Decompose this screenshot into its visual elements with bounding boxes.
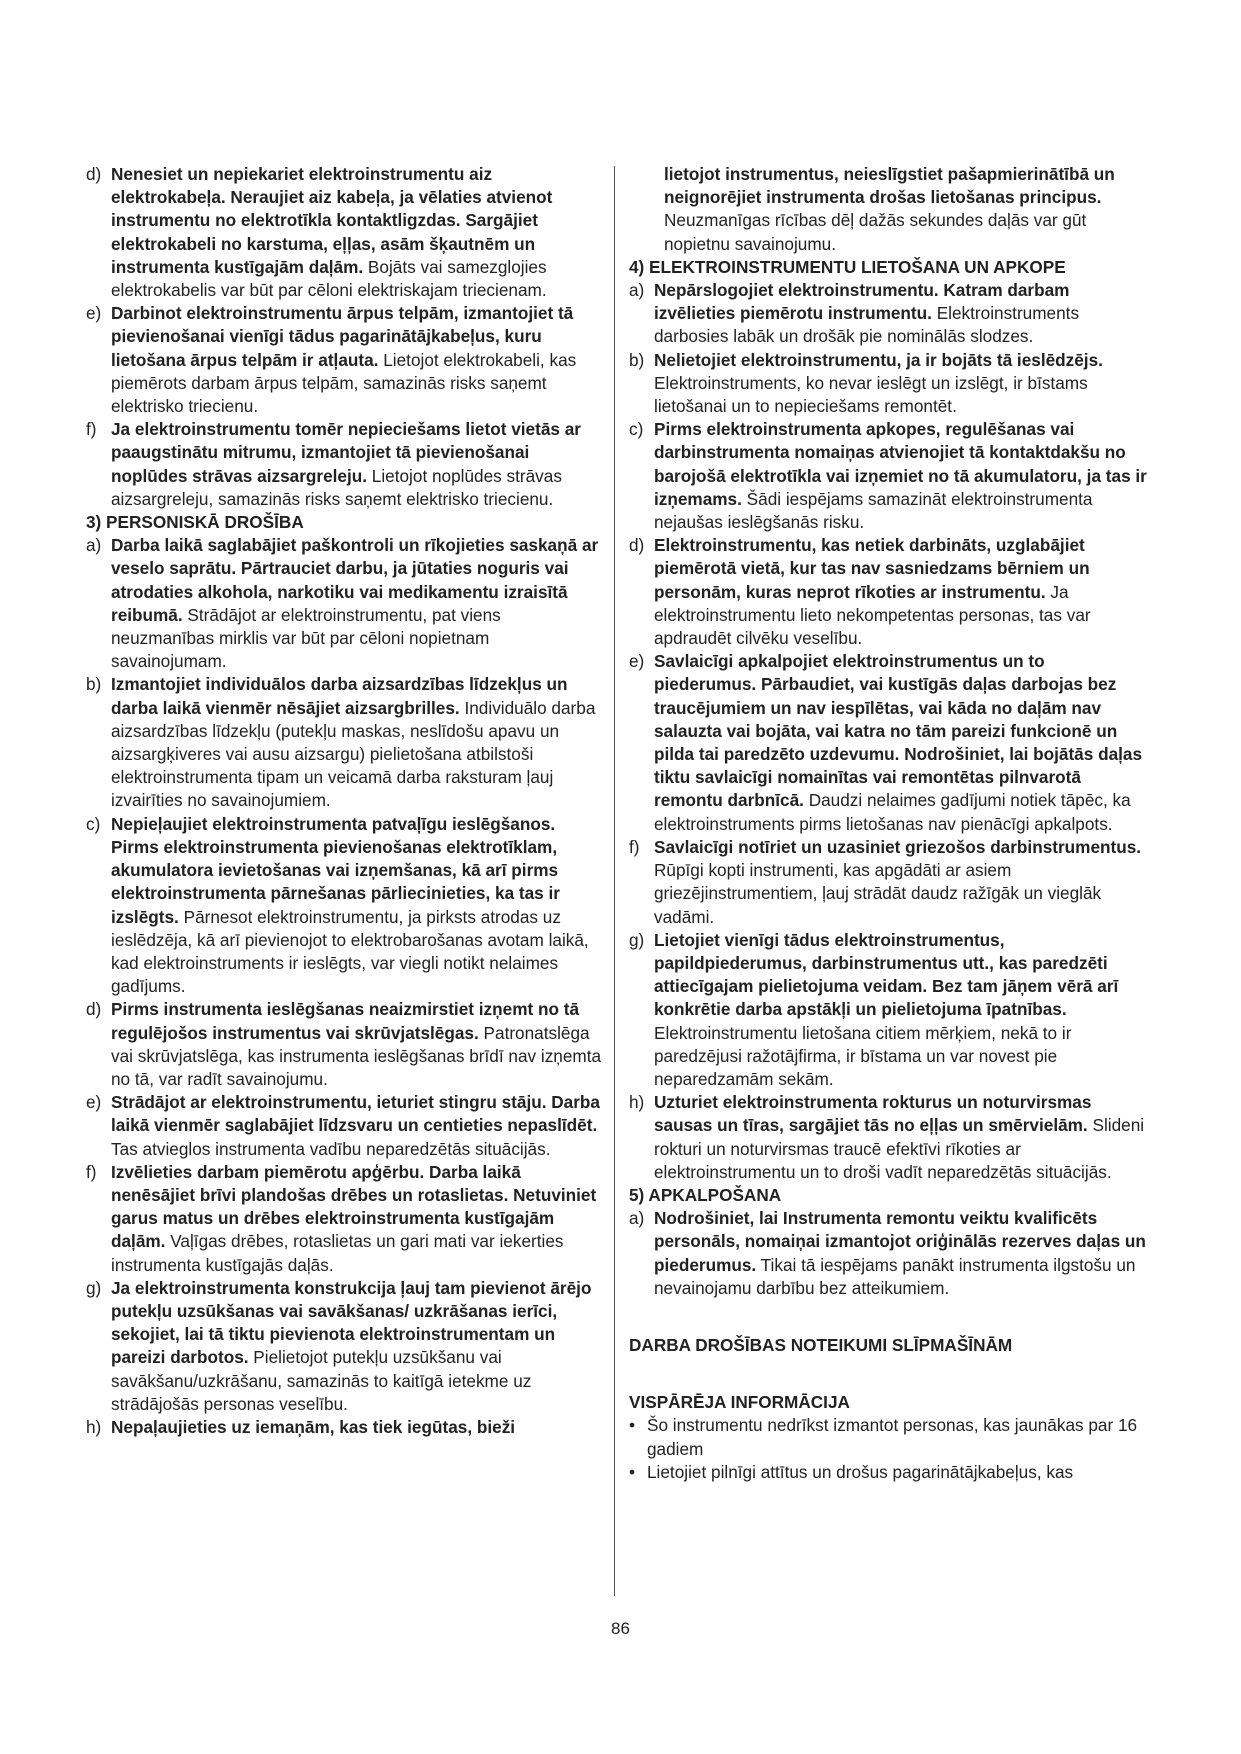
list-item: a) Darba laikā saglabājiet paškontroli un rīkojieties saskaņā ar veselo saprātu. Pārtrauciet darbu, ja jūtaties noguris vai atrodaties alkohola, narkotiku vai medikamentu izraisītā reibumā. Strādājot ar elektroinstrumentu, pat viens neuzmanības mirklis var būt par cēloni nopietnam savainojumam. [86, 535, 599, 672]
list-item: f) Savlaicīgi notīriet un uzasiniet griezošos darbinstrumentus. Rūpīgi kopti instrumenti, kas apgādāti ar asiem griezējinstrumentiem, ļauj strādāt daudz ražīgāk un vieglāk vadāmi. [629, 836, 1142, 927]
general-info-heading: VISPĀRĒJA INFORMĀCIJA [629, 1392, 850, 1413]
right-column [629, 163, 1147, 1484]
bullet-item: • Šo instrumentu nedrīkst izmantot personas, kas jaunākas par 16 gadiem [629, 1414, 1147, 1460]
list-item: lietojot instrumentus, neieslīgstiet pašapmierinātībā un neignorējiet instrumenta drošas lietošanas principus. Neuzmanīgas rīcības dēļ dažās sekundes daļās var gūt nopietnu savainojumu. [664, 164, 1115, 254]
list-item: e) Strādājot ar elektroinstrumentu, ieturiet stingru stāju. Darba laikā vienmēr saglabājiet līdzsvaru un centieties nepaslīdēt. Tas atvieglos instrumenta vadību neparedzētās situācijās. [86, 1092, 600, 1159]
list-item: f) Izvēlieties darbam piemērotu apģērbu. Darba laikā nenēsājiet brīvi plandošas drēbes un rotaslietas. Netuviniet garus matus un drēbes elektroinstrumenta kustīgajām daļām. Vaļīgas drēbes, rotaslietas un gari mati var iekerties instrumenta kustīgajās daļās. [86, 1161, 597, 1275]
bullet-icon: • [629, 1461, 636, 1482]
list-item: h) Nepaļaujieties uz iemaņām, kas tiek iegūtas, bieži [86, 1416, 516, 1437]
list-item: e) Darbinot elektroinstrumentu ārpus telpām, izmantojiet tā pievienošanai vienīgi tādus pagarinātājkabeļus, kuru lietošana ārpus telpām ir atļauta. Lietojot elektrokabeli, kas piemērots darbam ārpus telpām, samazinās risks saņemt elektrisko triecienu. [86, 303, 577, 417]
safety-rules-heading: DARBA DROŠĪBAS NOTEIKUMI SLĪPMAŠĪNĀM [629, 1334, 1013, 1355]
section-heading: 3) PERSONISKĀ DROŠĪBA [86, 512, 304, 533]
list-item: b) Nelietojiet elektroinstrumentu, ja ir bojāts tā ieslēdzējs. Elektroinstruments, ko nevar ieslēgt un izslēgt, ir bīstams lietošanai un to nepieciešams remontēt. [629, 349, 1103, 417]
list-item: c) Pirms elektroinstrumenta apkopes, regulēšanas vai darbinstrumenta nomaiņas atvienojiet tā kontaktdakšu no barojošā elektrotīkla vai izņemiet no tā akumulatoru, ja tas ir izņemams. Šādi iespējams samazināt elektroinstrumenta nejaušas ieslēgšanās risku. [629, 419, 1147, 533]
list-item: d) Pirms instrumenta ieslēgšanas neaizmirstiet izņemt no tā regulējošos instrumentus vai skrūvjatslēgas. Patronatslēga vai skrūvjatslēga, kas instrumenta ieslēgšanas brīdī nav izņemta no tā, var radīt savainojumu. [86, 999, 602, 1089]
left-column [86, 163, 604, 1439]
list-item: a) Nodrošiniet, lai Instrumenta remontu veiktu kvalificēts personāls, nomaiņai izmantojot oriģinālās rezerves daļas un piederumus. Tikai tā iespējams panākt instrumenta ilgstošu un nevainojamu darbību bez atteikumiem. [629, 1208, 1146, 1298]
bullet-icon: • [629, 1415, 636, 1436]
list-item: g) Lietojiet vienīgi tādus elektroinstrumentus, papildpiederumus, darbinstrumentus utt., kas paredzēti attiecīgajam pielietojuma veidam. Bez tam jāņem vērā arī konkrētie darba apstākļi un pielietojuma īpatnības. Elektroinstrumentu lietošana citiem mērķiem, nekā to ir paredzējusi ražotājfirma, ir bīstama un var novest pie neparedzamām sekām. [629, 929, 1119, 1089]
list-item: h) Uzturiet elektroinstrumenta rokturus un noturvirsmas sausas un tīras, sargājiet tās no eļļas un smērvielām. Slideni rokturi un noturvirsmas traucē efektīvi rīkoties ar elektroinstrumentu un to droši vadīt neparedzētās situācijās. [629, 1092, 1145, 1182]
list-item: a) Nepārslogojiet elektroinstrumentu. Katram darbam izvēlieties piemērotu instrumentu. Elektroinstruments darbosies labāk un drošāk pie nominālās slodzes. [629, 280, 1080, 347]
page-number: 86 [611, 1619, 630, 1638]
list-item: b) Izmantojiet individuālos darba aizsardzības līdzekļus un darba laikā vienmēr nēsājiet aizsargbrilles. Individuālo darba aizsardzības līdzekļu (putekļu maskas, neslīdošu apavu un aizsargķiveres vai ausu aizsargu) pielietošana atbilstoši elektroinstrumenta tipam un veicamā darba raksturam ļauj izvairīties no savainojumiem. [86, 674, 596, 811]
list-item: d) Nenesiet un nepiekariet elektroinstrumentu aiz elektrokabeļa. Neraujiet aiz kabeļa, ja vēlaties atvienot instrumentu no elektrotīkla kontaktligzdas. Sargājiet elektrokabeli no karstuma, eļļas, asām šķautnēm un instrumenta kustīgajām daļām. Bojāts vai samezglojies elektrokabelis var būt par cēloni elektriskajam triecienam. [86, 164, 553, 301]
list-item: d) Elektroinstrumentu, kas netiek darbināts, uzglabājiet piemērotā vietā, kur tas nav sasniedzams bērniem un personām, kuras neprot rīkoties ar instrumentu. Ja elektroinstrumentu lieto nekompetentas personas, tas var apdraudēt cilvēku veselību. [629, 535, 1091, 649]
list-item: f) Ja elektroinstrumentu tomēr nepieciešams lietot vietās ar paaugstinātu mitrumu, izmantojiet tā pievienošanai noplūdes strāvas aizsargreleju. Lietojot noplūdes strāvas aizsargreleju, samazinās risks saņemt elektrisko triecienu. [86, 419, 581, 509]
bullet-item: • Lietojiet pilnīgi attītus un drošus pagarinātājkabeļus, kas [629, 1461, 1147, 1484]
list-item: e) Savlaicīgi apkalpojiet elektroinstrumentus un to piederumus. Pārbaudiet, vai kustīgās daļas darbojas bez traucējumiem un nav iespīlētas, vai kāda no daļām nav salauzta vai bojāta, vai katra no tām pareizi funkcionē un pilda tai paredzēto uzdevumu. Nodrošiniet, lai bojātās daļas tiktu savlaicīgi nomainītas vai remontētas pilnvarotā remontu darbnīcā. Daudzi nelaimes gadījumi notiek tāpēc, ka elektroinstruments pirms lietošanas nav pienācīgi apkalpots. [629, 651, 1143, 834]
list-item: c) Nepieļaujiet elektroinstrumenta patvaļīgu ieslēgšanos. Pirms elektroinstrumenta pievienošanas elektrotīklam, akumulatora ievietošanas vai izņemšanas, kā arī pirms elektroinstrumenta pārnešanas pārliecinieties, ka tas ir izslēgts. Pārnesot elektroinstrumentu, ja pirksts atrodas uz ieslēdzēja, kā arī pievienojot to elektrobarošanas avotam laikā, kad elektroinstruments ir ieslēgts, var viegli notikt nelaimes gadījums. [86, 813, 589, 997]
section-heading: 4) ELEKTROINSTRUMENTU LIETOŠANA UN APKOPE [629, 256, 1066, 277]
section-heading: 5) APKALPOŠANA [629, 1184, 782, 1205]
list-item: g) Ja elektroinstrumenta konstrukcija ļauj tam pievienot ārējo putekļu uzsūkšanas vai savākšanas/ uzkrāšanas ierīci, sekojiet, lai tā tiktu pievienota elektroinstrumentam un pareizi darbotos. Pielietojot putekļu uzsūkšanu vai savākšanu/uzkrāšanu, samazinās to kaitīgā ietekme uz strādājošās personas veselību. [86, 1277, 592, 1414]
column-divider [614, 166, 615, 1596]
